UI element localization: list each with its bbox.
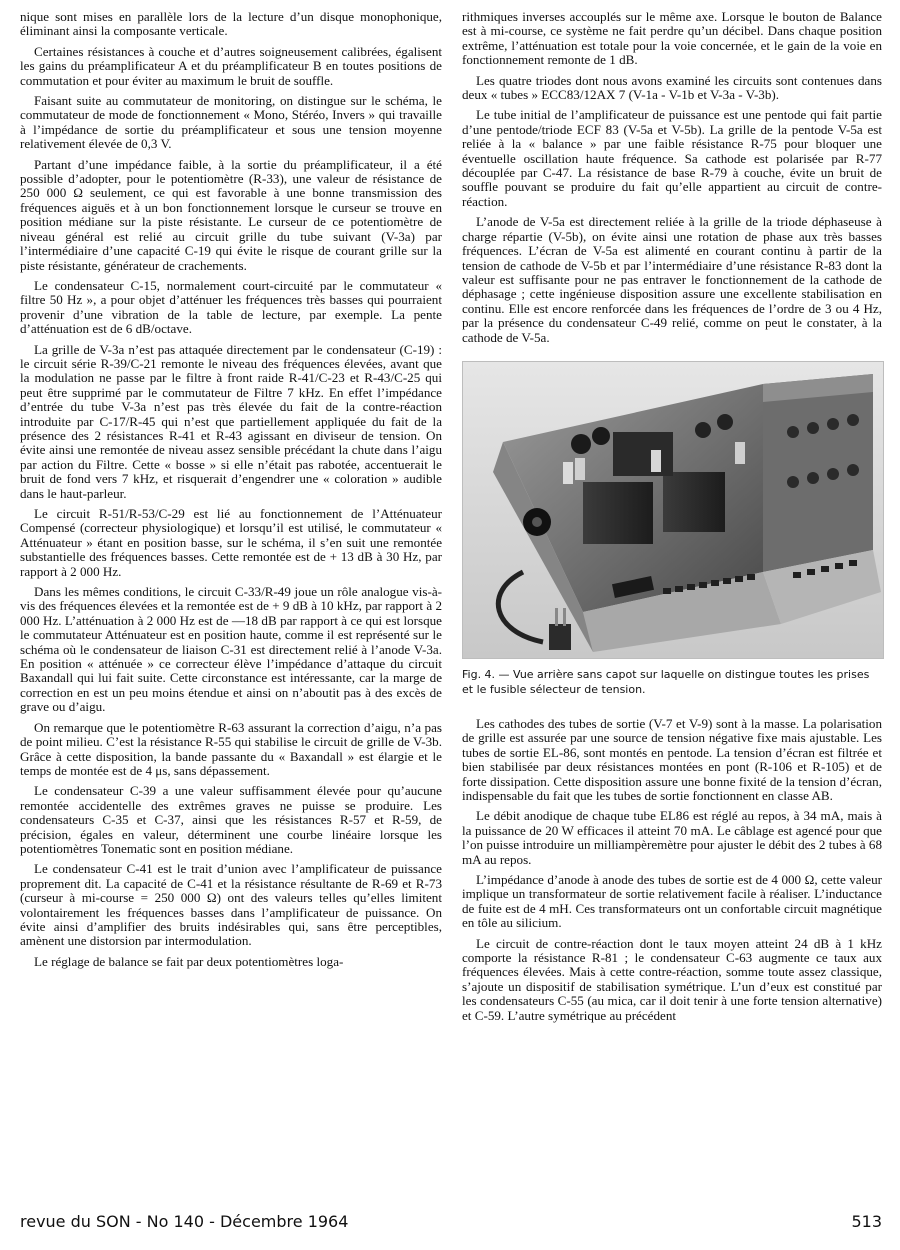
paragraph: nique sont mises en parallèle lors de la lecture d’un disque monophonique, éliminant ainsi la composante verticale. [20,9,442,39]
paragraph: Le tube initial de l’amplificateur de puissance est une pentode qui fait partie d’une pentode/triode ECF 83 (V-5a et V-5b). La grille de la pentode V-5a est reliée à la « balance » par une faible résistance R-75 pour bloquer une éventuelle oscillation haute fréquence. Sa cathode est polarisée par R-77 découplée par C-47. La résistance de base R-79 à couche, évite un bruit de souffle pouvant se produire du fait qu’elle appartient au circuit de contre-réaction. [462,107,882,209]
figure-caption: Fig. 4. — Vue arrière sans capot sur laquelle on distingue toutes les prises et le fusible sélecteur de tension. [462,667,870,696]
paragraph: Dans les mêmes conditions, le circuit C-33/R-49 joue un rôle analogue vis-à-vis des fréquences élevées et la remontée est de + 9 dB à 10 kHz, par rapport à 2 000 Hz. L’atténuation à 2 000 Hz est de —18 dB par rapport à ce qui est lorsque le commutateur Atténuateur est en position haute, comme il est représenté sur le schéma où le condensateur de liaison C-31 est directement relié à l’anode V-3a. En position « atténuée » ce correcteur élève l’impédance d’attaque du circuit Baxandall qui lui fait suite. Cette circonstance est intéressante, car la marge de correction en est un peu moins étendue et ainsi on n’aboutit pas à des excès de grave ou d’aigu. [20,584,442,715]
right-top-text [462,10,882,345]
paragraph: Les cathodes des tubes de sortie (V-7 et V-9) sont à la masse. La polarisation de grille est assurée par une source de tension négative fixe mais ajustable. Les tubes de sortie EL-86, sont montés en pentode. La tension d’écran est filtrée et bien stabilisée par deux résistances montées en pont (R-106 et R-105) et de forte dissipation. Cette disposition assure une bonne fixité de la tension d’écran, indispensable du fait que les tubes de sortie fonctionnent en classe AB. [462,715,882,803]
paragraph: rithmiques inverses accouplés sur le même axe. Lorsque le bouton de Balance est à mi-course, ce système ne fait perdre qu’un décibel. Dans chaque position extrême, l’atténuation est totale pour la voie concernée, et le gain de la voie en fonctionnement remonte de 1 dB. [462,9,882,68]
paragraph: L’anode de V-5a est directement reliée à la grille de la triode déphaseuse à charge répartie (V-5b), on évite ainsi une rotation de phase aux très basses fréquences. L’écran de V-5a est alimenté en courant continu à partir de la tension de cathode de V-5b et par l’intermédiaire d’une résistance R-83 dont la valeur est suffisante pour ne pas entraver le fonctionnement de la cathode de déphasage ; cette ingénieuse disposition assure une excellente stabilisation en continu. Elle est encore renforcée dans les fréquences de l’ordre de 3 ou 4 Hz, par la présence du condensateur C-49 relié, comme on peut le constater, à la cathode de V-5a. [462,214,882,345]
paragraph: Partant d’une impédance faible, à la sortie du préamplificateur, il a été possible d’adopter, pour le potentiomètre (R-33), une valeur de résistance de 250 000 Ω seulement, ce qui est favorable à une bonne transmission des fréquences aiguës et à un bon fonctionnement lorsque le curseur se trouve en position médiane sur la piste résistante. Le curseur de ce potentiomètre de niveau général est relié au circuit grille du tube suivant (V-3a) par l’intermédiaire d’une capacité C-19 qui évite le risque de courant grille sur la piste résistante, générateur de crachements. [20,156,442,273]
paragraph: Le condensateur C-41 est le trait d’union avec l’amplificateur de puissance proprement dit. La capacité de C-41 et la résistance résultante de R-69 et R-73 (curseur à mi-course = 250 000 Ω) ont des valeurs telles qu’elles limitent volontairement les fréquences basses dans l’amplificateur de puissance. On évite ainsi d’amplifier des bruits indésirables qui, sans être perceptibles, amènent une distorsion par intermodulation. [20,861,442,949]
paragraph: L’impédance d’anode à anode des tubes de sortie est de 4 000 Ω, cette valeur implique un transformateur de sortie relativement facile à réaliser. L’inductance de fuite est de 4 mH. Ces transformateurs ont un confortable circuit magnétique en tôle au silicium. [462,872,882,931]
paragraph: Certaines résistances à couche et d’autres soigneusement calibrées, égalisent les gains du préamplificateur A et du préamplificateur B en toutes positions de commutation et pour éviter au maximum le bruit de souffle. [20,43,442,88]
journal-footer: revue du SON - No 140 - Décembre 1964 [20,1212,349,1231]
paragraph: On remarque que le potentiomètre R-63 assurant la correction d’aigu, n’a pas de point milieu. C’est la résistance R-55 qui stabilise le circuit de grille de V-3b. Grâce à cette disposition, la bande passante du « Baxandall » est élargie et le temps de montée est de 4 μs, sans dépassement. [20,719,442,778]
right-column [462,10,882,1029]
left-column [20,10,442,975]
paragraph: Les quatre triodes dont nous avons examiné les circuits sont contenues dans deux « tubes » ECC83/12AX 7 (V-1a - V-1b et V-3a - V-3b). [462,72,882,103]
paragraph: Le débit anodique de chaque tube EL86 est réglé au repos, à 34 mA, mais à la puissance de 20 W efficaces il atteint 70 mA. Le câblage est agencé pour que l’on puisse introduire un milliampèremètre pour ajuster le débit des 2 tubes à 68 mA au repos. [462,808,882,867]
figure-photo [462,361,884,659]
paragraph: La grille de V-3a n’est pas attaquée directement par le condensateur (C-19) : le circuit série R-39/C-21 remonte le niveau des fréquences élevées, avant que la modulation ne passe par le filtre à front raide R-41/C-23 et R-43/C-25 qui peut être supprimé par le commutateur de Filtre 7 kHz. En effet l’impédance d’entrée du tube V-3a n’est pas très élevée du fait de la contre-réaction introduite par C-17/R-45 qui n’est que partiellement appliquée du fait de la présence des 2 résistances R-41 et R-43 agissant en diviseur de tension. On évite ainsi une remontée de niveau assez sensible précédant la chute dans l’aigu par action du Filtre. Cette « bosse » si elle n’était pas rabotée, accentuerait le bruit de fond vers 7 kHz, et risquerait d’engendrer une « coloration » audible dans le haut-parleur. [20,341,442,501]
right-bottom-text [462,717,882,1023]
paragraph: Le circuit R-51/R-53/C-29 est lié au fonctionnement de l’Atténuateur Compensé (correcteur physiologique) et lorsqu’il est utilisé, le commutateur « Atténuateur » étant en position basse, sur le schéma, il s’en suit une remontée substantielle des fréquences basses. Cette remontée est de + 13 dB à 30 Hz, par rapport à 2 000 Hz. [20,506,442,579]
page-number: 513 [851,1212,882,1231]
paragraph: Le condensateur C-15, normalement court-circuité par le commutateur « filtre 50 Hz », a pour objet d’atténuer les fréquences très basses qui pourraient provenir d’une vibration de la table de lecture, par exemple. La pente d’atténuation est de 6 dB/octave. [20,277,442,337]
paragraph: Le réglage de balance se fait par deux potentiomètres loga- [34,953,344,969]
amplifier-photo-icon [463,362,883,658]
paragraph: Faisant suite au commutateur de monitoring, on distingue sur le schéma, le commutateur de mode de fonctionnement « Mono, Stéréo, Invers » qui travaille à l’impédance de sortie du préamplificateur et sous une tension moyenne relativement élevée de 0,3 V. [20,93,442,152]
paragraph: Le circuit de contre-réaction dont le taux moyen atteint 24 dB à 1 kHz comporte la résistance R-81 ; le condensateur C-63 augmente ce taux aux fréquences élevées. Mais à cette contre-réaction, somme toute assez classique, s’ajoute un dispositif de stabilisation symétrique. L’un d’eux est constitué par les condensateurs C-55 (au mica, car il doit tenir à une forte tension alternative) et C-59. L’autre symétrique au précédent [462,935,882,1023]
paragraph: Le condensateur C-39 a une valeur suffisamment élevée pour qu’aucune remontée accidentelle des extrêmes graves ne puisse se produire. Les condensateurs C-35 et C-37, ainsi que les résistances R-57 et R-59, de précision, égales en valeur, déterminent une courbe linéaire lorsque les potentiomètres Tonematic sont en position médiane. [20,783,442,856]
page-footer [20,1212,882,1238]
